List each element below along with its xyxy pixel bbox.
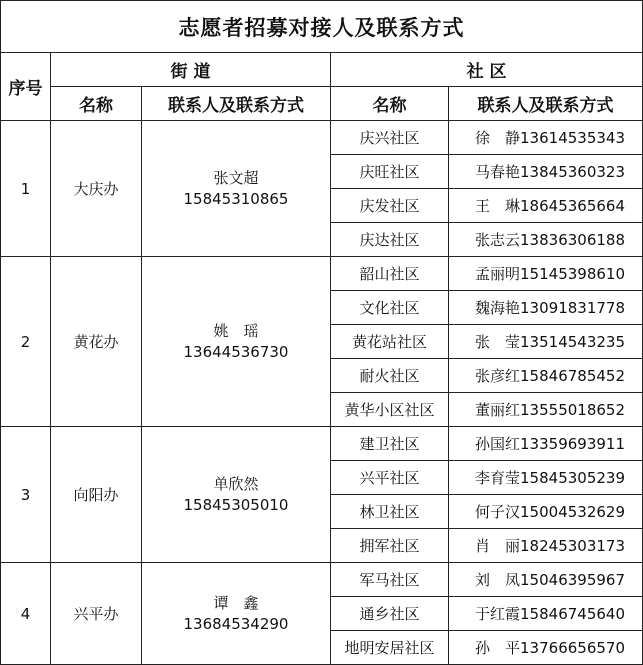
- row-number: 4: [1, 563, 51, 665]
- street-contact: [142, 427, 331, 563]
- community-contact-name: 张彦红: [475, 367, 521, 385]
- community-contact-name: 马春艳: [475, 163, 521, 181]
- community-name: 通乡社区: [331, 597, 449, 631]
- community-contact-name: 徐 静: [475, 129, 521, 147]
- community-name: 耐火社区: [331, 359, 449, 393]
- community-contact: [449, 155, 643, 189]
- community-name: 庆旺社区: [331, 155, 449, 189]
- street-contact-name: 张文超: [213, 168, 259, 187]
- header-community: 社 区: [331, 53, 643, 87]
- community-contact-name: 孟丽明: [475, 265, 521, 283]
- header-street-name: 名称: [51, 87, 142, 121]
- community-contact-phone: 15046395967: [520, 571, 625, 589]
- community-name: 庆发社区: [331, 189, 449, 223]
- community-name: 林卫社区: [331, 495, 449, 529]
- community-contact: [449, 393, 643, 427]
- community-contact-name: 李育莹: [475, 469, 521, 487]
- community-name: 地明安居社区: [331, 631, 449, 665]
- community-contact: [449, 631, 643, 665]
- community-contact-phone: 15846745640: [520, 605, 625, 623]
- community-contact-name: 张 莹: [475, 333, 521, 351]
- community-contact: [449, 359, 643, 393]
- community-contact-phone: 15004532629: [520, 503, 625, 521]
- community-contact-phone: 13614535343: [520, 129, 625, 147]
- table-title: 志愿者招募对接人及联系方式: [1, 1, 643, 53]
- street-contact-phone: 13644536730: [183, 342, 289, 361]
- header-row-2: [1, 87, 643, 121]
- community-name: 庆达社区: [331, 223, 449, 257]
- community-name: 军马社区: [331, 563, 449, 597]
- community-contact-phone: 15846785452: [520, 367, 625, 385]
- table-row: [1, 121, 643, 155]
- street-contact-phone: 13684534290: [183, 614, 289, 633]
- community-contact-phone: 13555018652: [520, 401, 625, 419]
- community-contact: [449, 495, 643, 529]
- community-contact-phone: 13091831778: [520, 299, 625, 317]
- street-name: 大庆办: [51, 121, 142, 257]
- community-contact-phone: 15845305239: [520, 469, 625, 487]
- community-contact: [449, 563, 643, 597]
- community-name: 庆兴社区: [331, 121, 449, 155]
- community-contact-name: 董丽红: [475, 401, 521, 419]
- community-contact-name: 肖 丽: [475, 537, 521, 555]
- header-community-name: 名称: [331, 87, 449, 121]
- header-community-contact: 联系人及联系方式: [449, 87, 643, 121]
- community-contact-name: 张志云: [475, 231, 521, 249]
- community-name: 韶山社区: [331, 257, 449, 291]
- community-contact-name: 魏海艳: [475, 299, 521, 317]
- table-row: [1, 563, 643, 597]
- community-contact-phone: 13845360323: [520, 163, 625, 181]
- community-contact: [449, 427, 643, 461]
- street-name: 向阳办: [51, 427, 142, 563]
- community-contact-phone: 13359693911: [520, 435, 625, 453]
- street-contact-name: 谭 鑫: [213, 593, 259, 612]
- street-contact-phone: 15845310865: [183, 189, 289, 208]
- street-name: 黄花办: [51, 257, 142, 427]
- street-contact: [142, 257, 331, 427]
- community-name: 黄花站社区: [331, 325, 449, 359]
- community-contact-name: 刘 凤: [475, 571, 521, 589]
- community-contact-name: 孙 平: [475, 639, 521, 657]
- community-name: 拥军社区: [331, 529, 449, 563]
- community-contact-name: 孙国红: [475, 435, 521, 453]
- community-contact: [449, 189, 643, 223]
- street-contact: [142, 563, 331, 665]
- community-contact-name: 于红霞: [475, 605, 521, 623]
- community-contact: [449, 529, 643, 563]
- community-contact: [449, 325, 643, 359]
- community-contact-phone: 18645365664: [520, 197, 625, 215]
- header-street: 街 道: [51, 53, 331, 87]
- community-contact: [449, 257, 643, 291]
- community-contact-phone: 13766656570: [520, 639, 625, 657]
- street-contact-name: 单欣然: [213, 474, 259, 493]
- header-no: 序号: [1, 53, 51, 121]
- community-contact-phone: 15145398610: [520, 265, 625, 283]
- community-contact: [449, 597, 643, 631]
- community-contact-name: 王 琳: [475, 197, 521, 215]
- street-name: 兴平办: [51, 563, 142, 665]
- header-row-1: [1, 53, 643, 87]
- community-contact-phone: 13514543235: [520, 333, 625, 351]
- row-number: 3: [1, 427, 51, 563]
- street-contact: [142, 121, 331, 257]
- community-name: 兴平社区: [331, 461, 449, 495]
- community-contact-phone: 13836306188: [520, 231, 625, 249]
- community-contact: [449, 461, 643, 495]
- header-street-contact: 联系人及联系方式: [142, 87, 331, 121]
- community-name: 黄华小区社区: [331, 393, 449, 427]
- row-number: 2: [1, 257, 51, 427]
- table-row: [1, 257, 643, 291]
- street-contact-phone: 15845305010: [183, 495, 289, 514]
- title-row: [1, 1, 643, 53]
- table-row: [1, 427, 643, 461]
- row-number: 1: [1, 121, 51, 257]
- community-contact-name: 何子汉: [475, 503, 521, 521]
- community-contact: [449, 291, 643, 325]
- community-name: 建卫社区: [331, 427, 449, 461]
- community-name: 文化社区: [331, 291, 449, 325]
- community-contact-phone: 18245303173: [520, 537, 625, 555]
- street-contact-name: 姚 瑶: [213, 321, 259, 340]
- community-contact: [449, 121, 643, 155]
- community-contact: [449, 223, 643, 257]
